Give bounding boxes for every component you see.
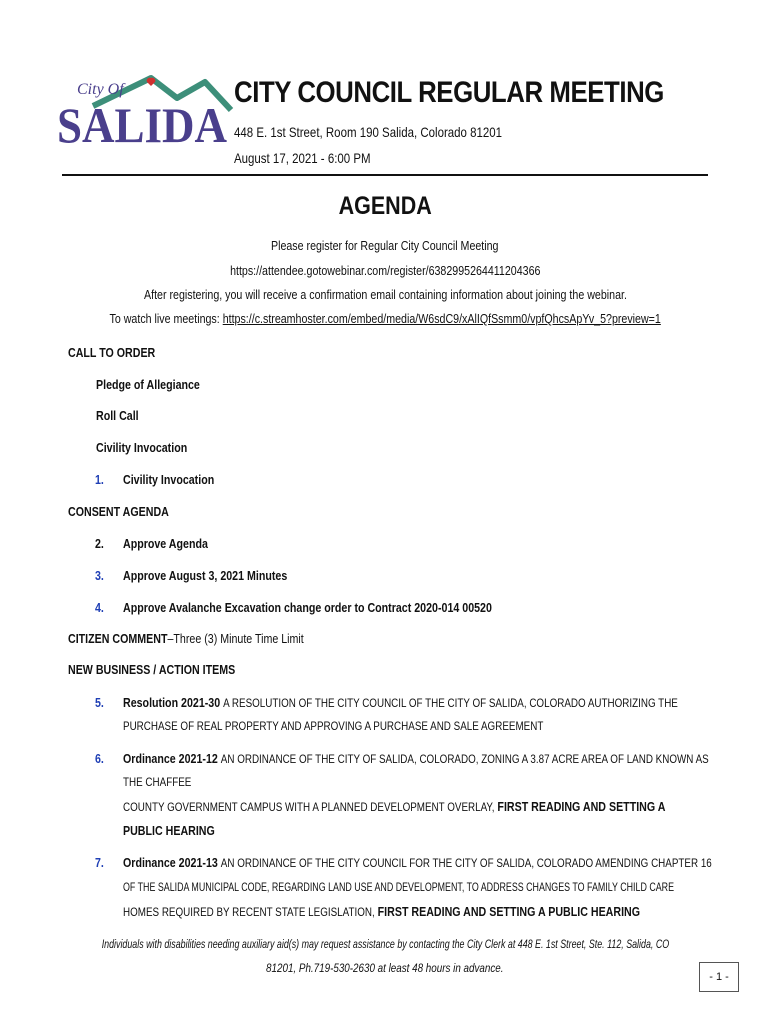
section-call-to-order: CALL TO ORDER [68, 345, 156, 360]
agenda-item-title: Approve Agenda [123, 536, 208, 551]
section-new-business: NEW BUSINESS / ACTION ITEMS [68, 662, 236, 677]
register-text: Please register for Regular City Council Meeting [271, 238, 499, 253]
section-citizen-comment [68, 631, 356, 646]
logo-top-text: City Of [77, 81, 124, 98]
agenda-item-title: Ordinance 2021-12 AN ORDINANCE OF THE CITY OF SALIDA, COLORADO, ZONING A 3.87 ACRE AREA OF LAND KNOWN AS [123, 751, 709, 766]
after-register-text: After registering, you will receive a confirmation email containing information about joining the webinar. [143, 287, 627, 302]
heart-icon [147, 78, 156, 86]
agenda-item-description: PURCHASE OF REAL PROPERTY AND APPROVING A PURCHASE AND SALE AGREEMENT [123, 719, 544, 733]
agenda-item-description: COUNTY GOVERNMENT CAMPUS WITH A PLANNED DEVELOPMENT OVERLAY, FIRST READING AND SETTING A [123, 799, 666, 814]
city-logo [55, 72, 235, 152]
agenda-heading: AGENDA [338, 192, 432, 220]
accessibility-note: Individuals with disabilities needing auxiliary aid(s) may request assistance by contacting the City Clerk at 448 E. 1st Street, Ste. 112, Salida, CO 81201, Ph.719-530-2630 at least 48 hours in advance. [101, 937, 669, 975]
watch-live-line [0, 311, 770, 326]
agenda-item-description: THE CHAFFEE [123, 775, 192, 789]
agenda-item-description: HOMES REQUIRED BY RECENT STATE LEGISLATION, FIRST READING AND SETTING A PUBLIC HEARING [123, 904, 641, 919]
meeting-address: 448 E. 1st Street, Room 190 Salida, Colorado 81201 [234, 124, 503, 140]
citizen-comment-heading: CITIZEN COMMENT [68, 631, 168, 646]
item-number-link[interactable]: 6. [95, 751, 104, 766]
agenda-item-title: Ordinance 2021-13 AN ORDINANCE OF THE CITY COUNCIL FOR THE CITY OF SALIDA, COLORADO AMENDING CHAPTER 16 [123, 855, 712, 870]
agenda-item-description: PUBLIC HEARING [123, 823, 215, 838]
item-number-link[interactable]: 5. [95, 695, 104, 710]
watch-live-link[interactable]: https://c.streamhoster.com/embed/media/W6sdC9/xAlIQfSsmm0/vpfQhcsApYv_5?preview=1 [222, 311, 661, 326]
salida-logo-graphic [55, 72, 235, 152]
agenda-item-description: OF THE SALIDA MUNICIPAL CODE, REGARDING LAND USE AND DEVELOPMENT, TO ADDRESS CHANGES TO FAMILY CHILD CARE [123, 880, 675, 894]
item-number-link[interactable]: 7. [95, 855, 104, 870]
watch-live-label: To watch live meetings: [109, 311, 220, 326]
agenda-item-title: Civility Invocation [123, 472, 215, 487]
page-number: - 1 - [699, 962, 739, 992]
item-number-link[interactable]: 3. [95, 568, 104, 583]
item-number-link[interactable]: 4. [95, 600, 104, 615]
page-title: CITY COUNCIL REGULAR MEETING [234, 76, 664, 109]
citizen-comment-limit: –Three (3) Minute Time Limit [167, 631, 304, 646]
agenda-item-title: Approve August 3, 2021 Minutes [123, 568, 288, 583]
meeting-datetime: August 17, 2021 - 6:00 PM [234, 150, 371, 166]
item-number-link[interactable]: 1. [95, 472, 104, 487]
agenda-item-title: Resolution 2021-30 A RESOLUTION OF THE CITY COUNCIL OF THE CITY OF SALIDA, COLORADO AUTHORIZING THE [123, 695, 678, 710]
logo-main-text: SALIDA [57, 97, 227, 152]
agenda-item-civility: Civility Invocation [96, 440, 188, 455]
register-link[interactable]: https://attendee.gotowebinar.com/register/6382995264411204366 [229, 263, 541, 278]
agenda-item-pledge: Pledge of Allegiance [96, 377, 200, 392]
agenda-item-title: Approve Avalanche Excavation change order to Contract 2020-014 00520 [123, 600, 492, 615]
item-number: 2. [95, 536, 104, 551]
section-consent-agenda: CONSENT AGENDA [68, 504, 169, 519]
header-divider [62, 174, 708, 176]
agenda-item-roll-call: Roll Call [96, 408, 139, 423]
